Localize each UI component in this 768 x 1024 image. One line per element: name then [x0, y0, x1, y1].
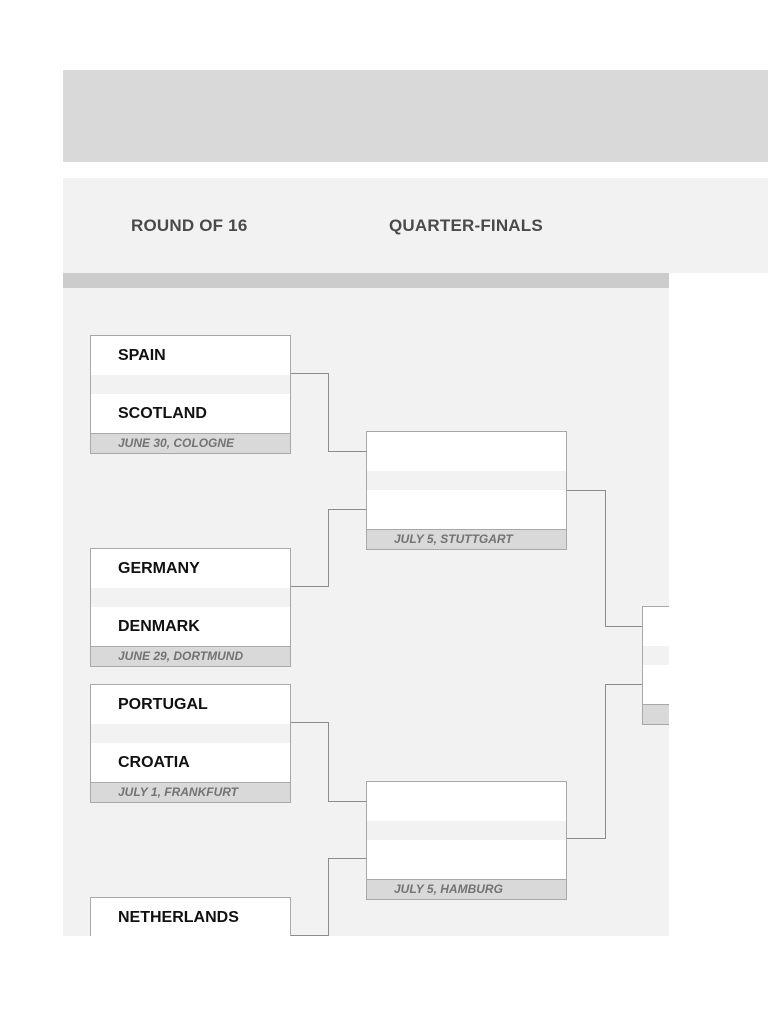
team-slot[interactable]: SCOTLAND — [91, 394, 290, 433]
match-info: JULY 5, HAMBURG — [367, 879, 566, 899]
bracket-connector — [291, 373, 328, 374]
team-slot[interactable]: GERMANY — [91, 549, 290, 588]
bracket-connector — [605, 490, 606, 626]
r16-match-3[interactable] — [90, 684, 291, 803]
sf-match-1[interactable] — [642, 606, 669, 725]
slot-gap — [643, 646, 669, 665]
quarter-finals-label: QUARTER-FINALS — [389, 216, 543, 235]
r16-match-2[interactable] — [90, 548, 291, 667]
bracket-connector — [605, 626, 642, 627]
team-slot[interactable] — [367, 490, 566, 529]
r16-match-4[interactable] — [90, 897, 291, 936]
bracket-area — [63, 288, 669, 936]
bracket-connector — [328, 451, 366, 452]
team-slot[interactable]: CROATIA — [91, 743, 290, 782]
team-slot[interactable]: PORTUGAL — [91, 685, 290, 724]
bracket-connector — [291, 722, 328, 723]
bracket-connector — [328, 801, 366, 802]
qf-match-2[interactable] — [366, 781, 567, 900]
team-slot[interactable] — [367, 432, 566, 471]
header-divider — [63, 273, 669, 288]
team-slot[interactable] — [643, 607, 669, 646]
slot-gap — [91, 375, 290, 394]
match-info: JULY 5, STUTTGART — [367, 529, 566, 549]
bracket-connector — [328, 509, 329, 587]
match-info — [643, 704, 669, 724]
round-of-16-label: ROUND OF 16 — [131, 216, 248, 235]
slot-gap — [367, 471, 566, 490]
slot-gap — [91, 724, 290, 743]
bracket-connector — [328, 722, 329, 801]
slot-gap — [91, 588, 290, 607]
bracket-connector — [291, 935, 328, 936]
bracket-connector — [328, 373, 329, 451]
team-slot[interactable]: DENMARK — [91, 607, 290, 646]
slot-gap — [367, 821, 566, 840]
r16-match-1[interactable] — [90, 335, 291, 454]
qf-match-1[interactable] — [366, 431, 567, 550]
team-slot[interactable] — [643, 665, 669, 704]
bracket-connector — [328, 858, 329, 936]
match-info: JUNE 30, COLOGNE — [91, 433, 290, 453]
team-slot[interactable]: SPAIN — [91, 336, 290, 375]
bracket-connector — [605, 684, 606, 839]
bracket-connector — [567, 490, 605, 491]
team-slot[interactable] — [367, 782, 566, 821]
header-banner — [63, 70, 768, 162]
match-info: JULY 1, FRANKFURT — [91, 782, 290, 802]
bracket-connector — [328, 509, 366, 510]
bracket-connector — [605, 684, 642, 685]
team-slot[interactable]: NETHERLANDS — [91, 898, 290, 936]
bracket-connector — [567, 838, 605, 839]
match-info: JUNE 29, DORTMUND — [91, 646, 290, 666]
bracket-connector — [291, 586, 328, 587]
team-slot[interactable] — [367, 840, 566, 879]
bracket-connector — [328, 858, 366, 859]
